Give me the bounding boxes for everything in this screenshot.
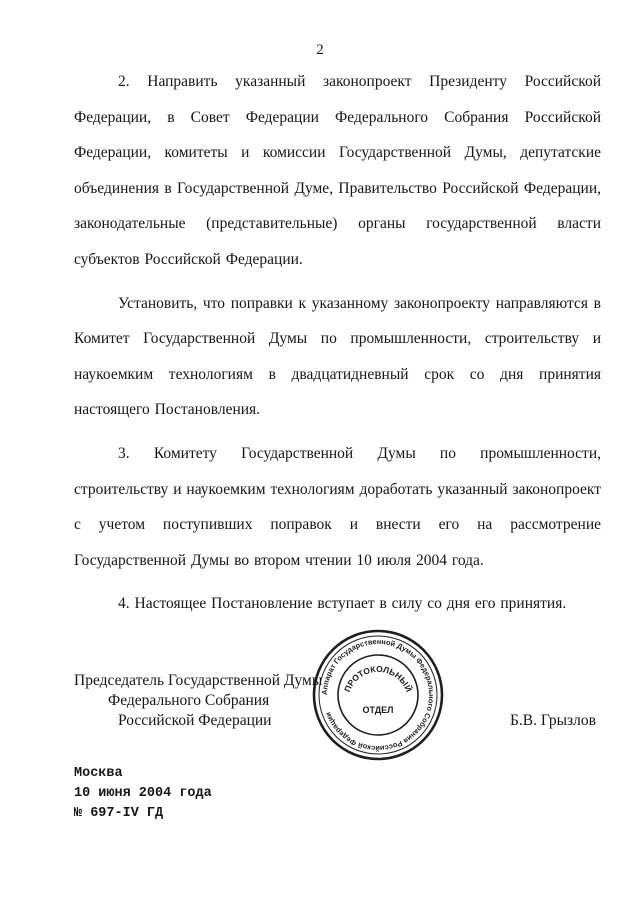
page-number: 2	[316, 42, 324, 58]
signer-name: Б.В. Грызлов	[510, 712, 596, 729]
stamp-inner-text: ПРОТОКОЛЬНЫЙ	[342, 663, 414, 694]
paragraph-entry-into-force: 4. Настоящее Постановление вступает в силу со дня его принятия.	[118, 595, 567, 613]
document-body	[74, 64, 601, 622]
signature-title-line-1: Председатель Государственной Думы	[74, 672, 323, 689]
stamp-center-text: ОТДЕЛ	[362, 705, 394, 715]
paragraph-send-bill: 2. Направить указанный законопроект Президенту Российской Федерации, в Совет Федерации Федерального Собрания Российской Федерации, комитеты и комиссии Государственной Думы, депутатские объединения в Государственной Думе, Правительство Российской Федерации, законодательные (представительные) органы государственной власти субъектов Российской Федерации.	[74, 73, 601, 268]
footer-place: Москва	[74, 766, 123, 781]
signature-title-line-2: Федерального Собрания	[108, 692, 270, 709]
signature-title-block	[74, 671, 322, 731]
document-footer	[74, 764, 212, 824]
paragraph-amendments-deadline: Установить, что поправки к указанному законопроекту направляются в Комитет Государственной Думы по промышленности, строительству и наукоемким технологиям в двадцатидневный срок со дня принятия настоящего Постановления.	[74, 294, 601, 419]
signature-title-line-3: Российской Федерации	[118, 712, 272, 729]
footer-number: № 697-IV ГД	[74, 806, 164, 821]
paragraph-committee-instruction: 3. Комитету Государственной Думы по промышленности, строительству и наукоемким технологиям доработать указанный законопроект с учетом поступивших поправок и внести его на рассмотрение Государственной Думы во втором чтении 10 июля 2004 года.	[74, 444, 601, 569]
protocol-department-stamp	[303, 620, 453, 770]
footer-date: 10 июня 2004 года	[74, 786, 212, 801]
stamp-outer-text: Аппарат Государственной Думы Федерального Собрания Российской Федерации	[319, 636, 437, 754]
